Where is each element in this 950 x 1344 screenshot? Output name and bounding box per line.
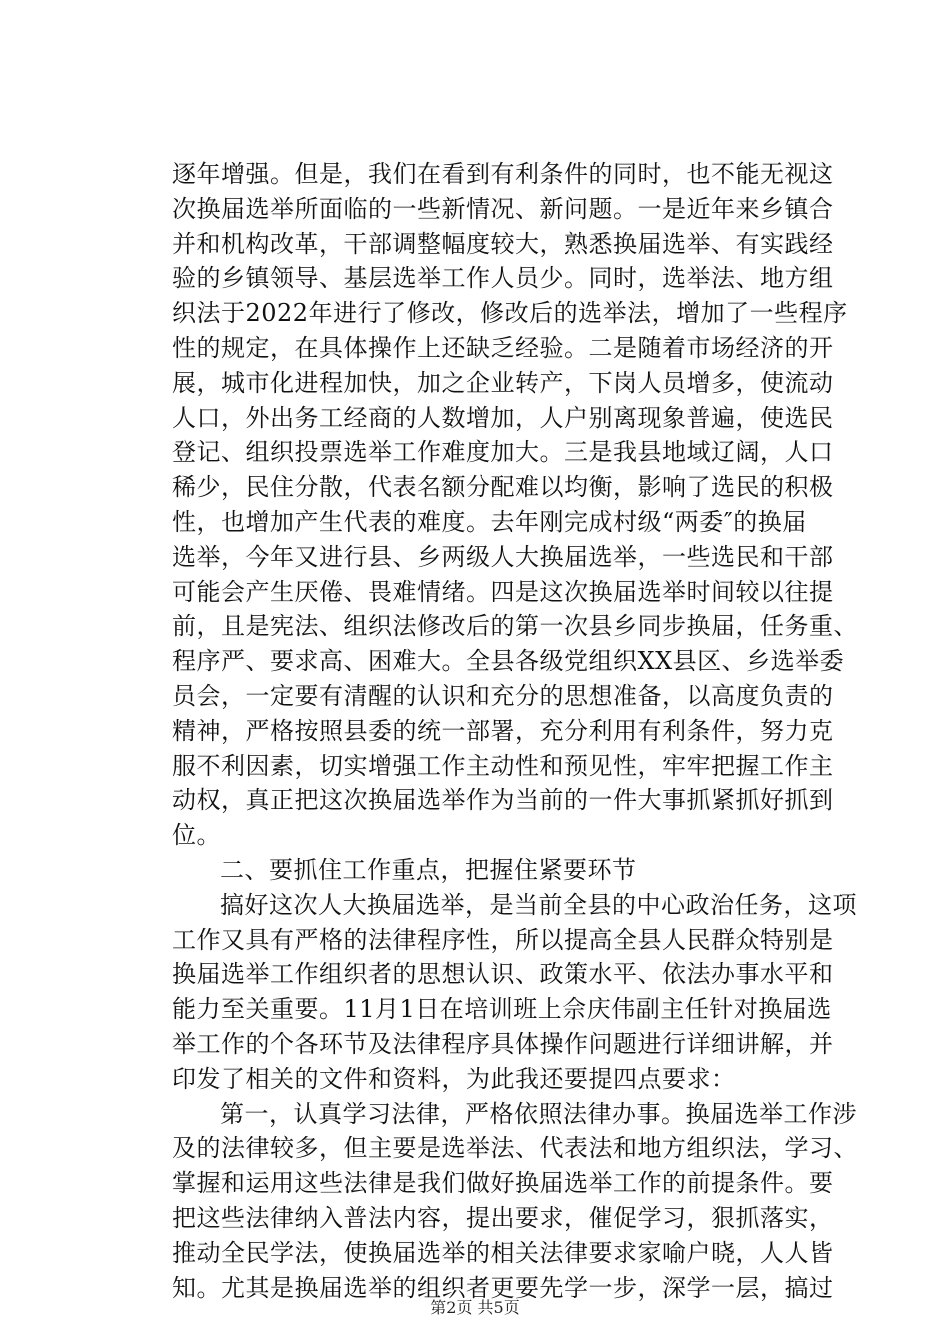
text-line: 掌握和运用这些法律是我们做好换届选举工作的前提条件。要 [172, 1169, 834, 1198]
text-line: 性，也增加产生代表的难度。去年刚完成村级“两委″的换届 [172, 507, 807, 536]
text-line: 推动全民学法，使换届选举的相关法律要求家喻户晓，人人皆 [172, 1238, 834, 1267]
text-line: 服不利因素，切实增强工作主动性和预见性，牢牢把握工作主 [172, 751, 834, 780]
text-line: 能力至关重要。11月1日在培训班上佘庆伟副主任针对换届选 [172, 995, 832, 1024]
text-line: 精神，严格按照县委的统一部署，充分利用有利条件，努力克 [172, 716, 834, 745]
text-line: 验的乡镇领导、基层选举工作人员少。同时，选举法、地方组 [172, 264, 834, 293]
body-text [172, 157, 858, 1305]
text-line: 举工作的个各环节及法律程序具体操作问题进行详细讲解，并 [172, 1029, 834, 1058]
page-number-footer: 第2页 共5页 [430, 1298, 520, 1317]
text-line: 位。 [172, 821, 221, 850]
section-heading: 二、要抓住工作重点，把握住紧要环节 [220, 855, 637, 884]
text-line: 印发了相关的文件和资料，为此我还要提四点要求： [172, 1064, 736, 1093]
text-line: 搞好这次人大换届选举，是当前全县的中心政治任务，这项 [220, 890, 857, 919]
text-line: 登记、组织投票选举工作难度加大。三是我县地域辽阔，人口 [172, 438, 834, 467]
text-line: 把这些法律纳入普法内容，提出要求，催促学习，狠抓落实， [172, 1203, 834, 1232]
text-line: 并和机构改革，干部调整幅度较大，熟悉换届选举、有实践经 [172, 229, 834, 258]
text-line: 换届选举工作组织者的思想认识、政策水平、依法办事水平和 [172, 960, 834, 989]
text-line: 次换届选举所面临的一些新情况、新问题。一是近年来乡镇合 [172, 194, 834, 223]
text-line: 可能会产生厌倦、畏难情绪。四是这次换届选举时间较以往提 [172, 577, 834, 606]
text-line: 工作又具有严格的法律程序性，所以提高全县人民群众特别是 [172, 925, 834, 954]
text-line: 织法于2022年进行了修改，修改后的选举法，增加了一些程序 [172, 299, 848, 328]
text-line: 人口，外出务工经商的人数增加，人户别离现象普遍，使选民 [172, 403, 834, 432]
text-line: 程序严、要求高、困难大。全县各级党组织XX县区、乡选举委 [172, 647, 845, 676]
text-line: 员会，一定要有清醒的认识和充分的思想准备，以高度负责的 [172, 681, 834, 710]
text-line: 稀少，民住分散，代表名额分配难以均衡，影响了选民的积极 [172, 473, 834, 502]
text-line: 第一，认真学习法律，严格依照法律办事。换届选举工作涉 [220, 1099, 857, 1128]
text-line: 逐年增强。但是，我们在看到有利条件的同时，也不能无视这 [172, 160, 834, 188]
text-line: 前，且是宪法、组织法修改后的第一次县乡同步换届，任务重、 [172, 612, 858, 641]
text-line: 展，城市化进程加快，加之企业转产，下岗人员增多，使流动 [172, 368, 834, 397]
text-line: 知。尤其是换届选举的组织者更要先学一步，深学一层，搞过 [172, 1273, 834, 1302]
text-line: 性的规定，在具体操作上还缺乏经验。二是随着市场经济的开 [172, 333, 834, 362]
text-line: 选举，今年又进行县、乡两级人大换届选举，一些选民和干部 [172, 542, 834, 571]
text-line: 及的法律较多，但主要是选举法、代表法和地方组织法，学习、 [172, 1134, 858, 1163]
text-line: 动权，真正把这次换届选举作为当前的一件大事抓紧抓好抓到 [172, 786, 834, 815]
